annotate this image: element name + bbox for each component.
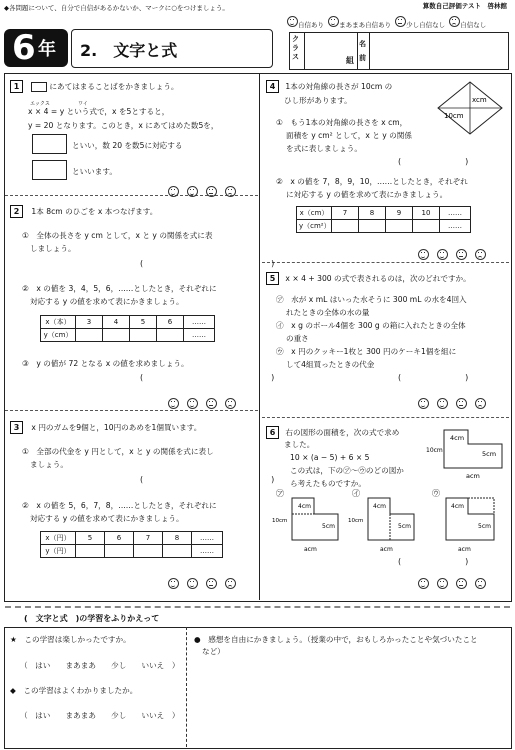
table-y-label: y（cm²） bbox=[297, 220, 332, 233]
table-cell: …… bbox=[440, 207, 471, 220]
unit-title-box bbox=[71, 29, 273, 68]
table-cell: 3 bbox=[76, 316, 103, 329]
name-label: 名 前 bbox=[359, 40, 366, 62]
q6-number: 6 bbox=[266, 426, 279, 439]
table-cell: 5 bbox=[76, 532, 105, 545]
table-answer-cell[interactable] bbox=[163, 545, 192, 558]
q4-text1: 1本の対角線の長さが 10cm の bbox=[285, 82, 393, 91]
q4-number: 4 bbox=[266, 80, 279, 93]
legend bbox=[287, 16, 486, 30]
fig-label: acm bbox=[458, 546, 471, 553]
q3-s2a: ② x の値を 5，6，7，8，……としたとき，それぞれに bbox=[22, 501, 217, 510]
fig-label: 10cm bbox=[348, 518, 364, 524]
q6-text1: 右の図形の面積を，次の式で求め bbox=[285, 428, 400, 437]
q4-s1b: 面積を y cm² として，x と y の関係 bbox=[286, 131, 412, 140]
table-answer-cell[interactable] bbox=[413, 220, 440, 233]
fig-label: 5cm bbox=[398, 523, 411, 530]
q2-faces[interactable] bbox=[160, 394, 236, 413]
q3-text: x 円のガムを9個と，10円のあめを1個買います。 bbox=[31, 423, 202, 432]
q3-s1a: ① 全部の代金を y 円として，x と y の関係を式に表し bbox=[22, 447, 214, 456]
q4-table bbox=[296, 206, 471, 233]
option-figures bbox=[272, 488, 508, 556]
fig-label: 5cm bbox=[478, 523, 491, 530]
table-cell: 9 bbox=[386, 207, 413, 220]
q3-faces[interactable] bbox=[160, 574, 236, 593]
fig-label-10: 10cm bbox=[444, 112, 464, 120]
q6-text2: ました。 bbox=[284, 440, 315, 449]
sad-face-icon bbox=[449, 16, 460, 27]
table-answer-cell[interactable] bbox=[332, 220, 359, 233]
q5-a1: ㋐ 水が x mL はいった水そうに 300 mL の水を4回入 bbox=[276, 295, 467, 304]
fig-label: 4cm bbox=[450, 434, 465, 442]
q3-s1b: ましょう。 bbox=[30, 460, 68, 469]
table-cell: 7 bbox=[134, 532, 163, 545]
q2-s3: ③ y の値が 72 となる x の値を求めましょう。 bbox=[22, 359, 189, 368]
q3-s2b: 対応する y の値を求めて表にかきましょう。 bbox=[30, 514, 184, 523]
q2-number: 2 bbox=[10, 205, 23, 218]
instruction-note: ◆各問題について、自分で自信があるかないか、マークに○をつけましょう。 bbox=[4, 4, 229, 12]
q5-header bbox=[266, 272, 471, 285]
table-cell: 8 bbox=[163, 532, 192, 545]
q4-header bbox=[266, 80, 392, 93]
answer-paren[interactable]: ( ) bbox=[140, 475, 275, 484]
table-answer-cell[interactable] bbox=[130, 329, 157, 342]
review-choices-2[interactable]: （ はい まあまあ 少し いいえ ） bbox=[20, 711, 180, 720]
table-y-label: y（cm） bbox=[41, 329, 76, 342]
grade-number: 6 bbox=[12, 28, 36, 68]
smile-face-icon bbox=[287, 16, 298, 27]
fig-label: 4cm bbox=[373, 503, 386, 510]
table-answer-cell[interactable] bbox=[76, 329, 103, 342]
impression-area[interactable] bbox=[194, 662, 504, 742]
fig-label: 4cm bbox=[451, 503, 464, 510]
q6-faces[interactable] bbox=[410, 574, 486, 593]
review-title: ( 文字と式 )の学習をふりかえって bbox=[24, 614, 160, 623]
answer-box-1[interactable] bbox=[32, 134, 67, 154]
answer-paren[interactable]: ( ) bbox=[398, 157, 469, 166]
test-title: 算数自己評価テスト 啓林館 bbox=[422, 2, 507, 10]
table-x-label: x（cm） bbox=[297, 207, 332, 220]
table-cell: 8 bbox=[359, 207, 386, 220]
table-answer-cell[interactable] bbox=[103, 329, 130, 342]
table-answer-cell[interactable] bbox=[157, 329, 184, 342]
q4-s1a: ① もう1本の対角線の長さを x cm， bbox=[276, 118, 408, 127]
q4-s1c: を式に表しましょう。 bbox=[286, 144, 362, 153]
q1-line2: y = 20 となります。このとき，x にあてはめた数5を， bbox=[28, 121, 219, 130]
ruby-y: ワイ bbox=[78, 101, 88, 107]
table-x-label: x（円） bbox=[41, 532, 76, 545]
fig-label: 5cm bbox=[482, 450, 497, 458]
fig-label-x: xcm bbox=[472, 96, 487, 104]
q6-formula: 10 × (a − 5) + 6 × 5 bbox=[290, 453, 370, 462]
neutral-smile-face-icon bbox=[328, 16, 339, 27]
legend-label: 自信なし bbox=[460, 21, 487, 29]
q6-header bbox=[266, 426, 399, 439]
q6-text3: この式は，下の㋐〜㋒のどの図か bbox=[290, 466, 404, 475]
review-q3a: ● 感想を自由にかきましょう。（授業の中で，おもしろかったことや気づいたこと bbox=[194, 635, 478, 644]
q1-number: 1 bbox=[10, 80, 23, 93]
q4-s2b: に対応する y の値を求めて表にかきましょう。 bbox=[286, 190, 448, 199]
fig-label: 4cm bbox=[298, 503, 311, 510]
kumi-label: 組 bbox=[346, 56, 354, 65]
q2-text: 1本 8cm のひごを x 本つなげます。 bbox=[31, 207, 158, 216]
q3-header bbox=[10, 421, 201, 434]
option-label: ㋑ bbox=[352, 489, 360, 498]
q4-faces[interactable] bbox=[410, 245, 486, 264]
answer-paren[interactable]: ( ) bbox=[140, 259, 275, 268]
grade-badge bbox=[4, 29, 68, 67]
q6-options bbox=[272, 488, 508, 556]
table-cell: 6 bbox=[105, 532, 134, 545]
fig-label: 5cm bbox=[322, 523, 335, 530]
table-cell: 6 bbox=[157, 316, 184, 329]
answer-paren[interactable]: ( ) bbox=[398, 557, 469, 566]
option-label: ㋐ bbox=[276, 489, 284, 498]
l-shape-figure bbox=[424, 426, 508, 482]
review-q1: ★ この学習は楽しかったですか。 bbox=[10, 635, 131, 644]
q3-table bbox=[40, 531, 223, 558]
option-label: ㋒ bbox=[432, 489, 440, 498]
q5-a3: ㋒ x 円のクッキー1枚と 300 円のケーキ1個を組に bbox=[276, 347, 457, 356]
q1-text: にあてはまることばをかきましょう。 bbox=[49, 82, 179, 91]
legend-label: 自信あり bbox=[298, 21, 324, 29]
q5-a3b: して4組買ったときの代金 bbox=[286, 360, 375, 369]
review-choices-1[interactable]: （ はい まあまあ 少し いいえ ） bbox=[20, 661, 180, 670]
q2-header bbox=[10, 205, 157, 218]
fig-label: 10cm bbox=[272, 518, 288, 524]
table-answer-cell[interactable] bbox=[386, 220, 413, 233]
table-y-label: y（円） bbox=[41, 545, 76, 558]
class-label: ク ラ ス bbox=[292, 35, 299, 61]
q3-number: 3 bbox=[10, 421, 23, 434]
q1-line1: x × 4 = y という式で，x を5とすると， bbox=[28, 107, 170, 116]
table-cell: …… bbox=[192, 532, 223, 545]
q5-faces[interactable] bbox=[410, 394, 486, 413]
q5-a1b: れたときの全体の水の量 bbox=[286, 308, 370, 317]
grade-suffix: 年 bbox=[38, 39, 56, 60]
q4-s2a: ② x の値を 7，8，9，10，……としたとき，それぞれ bbox=[276, 177, 468, 186]
table-cell: …… bbox=[184, 329, 215, 342]
review-q2: ◆ この学習はよくわかりましたか。 bbox=[10, 686, 138, 695]
class-name-box bbox=[289, 32, 509, 70]
q2-s1a: ① 全体の長さを y cm として，x と y の関係を式に表 bbox=[22, 231, 213, 240]
q5-a2b: の重さ bbox=[286, 334, 309, 343]
legend-label: まあまあ自信あり bbox=[339, 21, 392, 29]
q4-text2: ひし形があります。 bbox=[284, 96, 352, 105]
answer-paren[interactable]: ( ) bbox=[398, 373, 469, 382]
answer-paren[interactable]: ( ) bbox=[140, 373, 275, 382]
q5-a2: ㋑ x g のボール4個を 300 g の箱に入れたときの全体 bbox=[276, 321, 466, 330]
table-cell: …… bbox=[192, 545, 223, 558]
q5-number: 5 bbox=[266, 272, 279, 285]
ruby-x: エックス bbox=[30, 101, 50, 107]
q2-s2a: ② x の値を 3，4，5，6，……としたとき，それぞれに bbox=[22, 284, 217, 293]
legend-label: 少し自信なし bbox=[406, 21, 446, 29]
q1-line4: といいます。 bbox=[72, 167, 117, 176]
table-answer-cell[interactable] bbox=[105, 545, 134, 558]
table-answer-cell[interactable] bbox=[359, 220, 386, 233]
unit-title: 2. 文字と式 bbox=[80, 41, 178, 60]
q6-text4: ら考えたものですか。 bbox=[290, 479, 366, 488]
neutral-face-icon bbox=[395, 16, 406, 27]
table-answer-cell[interactable] bbox=[76, 545, 105, 558]
table-cell: 5 bbox=[130, 316, 157, 329]
rhombus-figure bbox=[436, 80, 504, 136]
q5-text: x × 4 + 300 の式で表されるのは，次のどれですか。 bbox=[285, 274, 471, 283]
fig-label: acm bbox=[304, 546, 317, 553]
q2-s2b: 対応する y の値を求めて表にかきましょう。 bbox=[30, 297, 184, 306]
table-cell: 4 bbox=[103, 316, 130, 329]
q1-faces[interactable] bbox=[160, 182, 236, 201]
table-answer-cell[interactable] bbox=[134, 545, 163, 558]
table-cell: 10 bbox=[413, 207, 440, 220]
q2-s1b: しましょう。 bbox=[30, 244, 76, 253]
q2-table bbox=[40, 315, 215, 342]
q1-header bbox=[10, 80, 179, 93]
table-x-label: x（本） bbox=[41, 316, 76, 329]
answer-box-2[interactable] bbox=[32, 160, 67, 180]
fig-label: acm bbox=[466, 472, 480, 480]
fig-label: acm bbox=[380, 546, 393, 553]
table-cell: …… bbox=[184, 316, 215, 329]
table-cell: 7 bbox=[332, 207, 359, 220]
review-q3b: など） bbox=[202, 647, 225, 656]
table-cell: …… bbox=[440, 220, 471, 233]
fig-label: 10cm bbox=[426, 447, 443, 454]
q1-line3: といい，数 20 を数5に対応する bbox=[72, 141, 183, 150]
